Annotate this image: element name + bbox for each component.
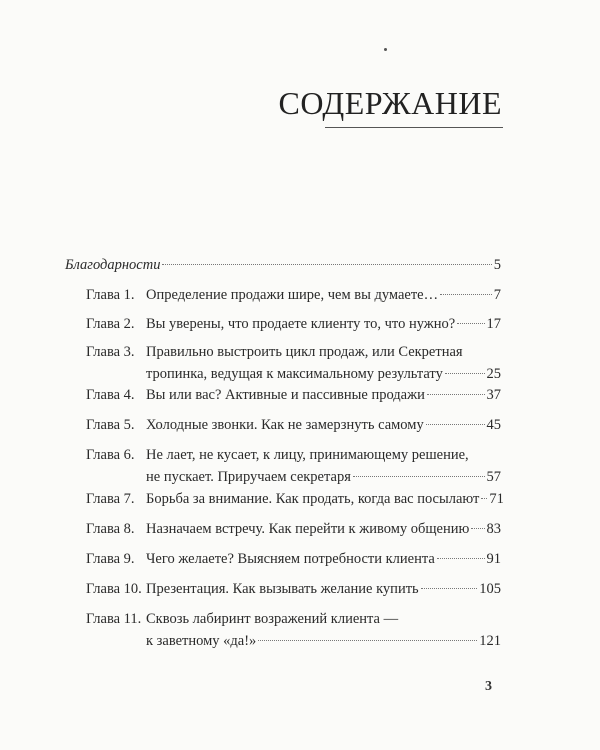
dot-leader xyxy=(421,588,478,589)
dot-leader xyxy=(481,498,487,499)
chapter-title-line: Назначаем встречу. Как перейти к живому общению xyxy=(146,521,470,537)
chapter-title xyxy=(146,445,501,489)
toc-entry-acknowledgements[interactable] xyxy=(65,255,501,275)
toc-entry-page: 37 xyxy=(486,387,501,403)
chapter-title xyxy=(146,549,501,569)
chapter-title xyxy=(146,415,501,435)
dot-leader xyxy=(426,424,485,425)
chapter-title-line: Не лает, не кусает, к лицу, принимающему решение, xyxy=(146,447,469,463)
chapter-title-line: Вы или вас? Активные и пассивные продажи xyxy=(146,387,425,403)
toc-entry-page: 5 xyxy=(493,257,501,273)
chapter-title xyxy=(146,285,501,305)
chapter-number: Глава 4. xyxy=(86,387,135,403)
title-underline xyxy=(325,127,503,128)
page-title: СОДЕРЖАНИЕ xyxy=(278,85,502,121)
chapter-number: Глава 9. xyxy=(86,551,135,567)
toc-entry-page: 7 xyxy=(493,287,501,303)
chapter-title xyxy=(146,579,501,599)
chapter-title-line: Чего желаете? Выясняем потребности клиента xyxy=(146,551,435,567)
chapter-title xyxy=(146,385,501,405)
chapter-title-line: Определение продажи шире, чем вы думаете… xyxy=(146,287,439,303)
dot-leader xyxy=(353,476,485,477)
toc-entry-page: 25 xyxy=(486,366,501,382)
chapter-title-line: к заветному «да!» xyxy=(146,633,257,649)
dot-leader xyxy=(258,640,477,641)
toc-entry-page: 17 xyxy=(486,316,501,332)
chapter-title-line: Сквозь лабиринт возражений клиента — xyxy=(146,611,399,627)
page-number: 3 xyxy=(485,679,492,694)
toc-entry-page: 57 xyxy=(486,469,501,485)
toc-entry-page: 105 xyxy=(479,581,501,597)
chapter-title xyxy=(146,314,501,334)
dot-leader xyxy=(445,373,485,374)
dot-leader xyxy=(437,558,485,559)
chapter-title-line: тропинка, ведущая к максимальному результату xyxy=(146,366,443,382)
chapter-number: Глава 6. xyxy=(86,447,135,463)
chapter-number: Глава 3. xyxy=(86,344,135,360)
chapter-title-line: Презентация. Как вызывать желание купить xyxy=(146,581,419,597)
chapter-number: Глава 2. xyxy=(86,316,135,332)
chapter-title-line: не пускает. Приручаем секретаря xyxy=(146,469,351,485)
dot-leader xyxy=(162,264,491,265)
chapter-title xyxy=(146,489,504,509)
toc-entry-page: 121 xyxy=(479,633,501,649)
toc-entry-page: 71 xyxy=(489,491,504,507)
toc-entry-page: 45 xyxy=(486,417,501,433)
chapter-number: Глава 10. xyxy=(86,581,142,597)
chapter-title-line: Холодные звонки. Как не замерзнуть самому xyxy=(146,417,424,433)
dot-leader xyxy=(440,294,492,295)
chapter-number: Глава 11. xyxy=(86,611,142,627)
dot-leader xyxy=(427,394,485,395)
toc-entry-page: 91 xyxy=(486,551,501,567)
chapter-title-line: Борьба за внимание. Как продать, когда вас посылают xyxy=(146,491,480,507)
dot-leader xyxy=(471,528,484,529)
chapter-title xyxy=(146,609,501,653)
chapter-number: Глава 8. xyxy=(86,521,135,537)
chapter-number: Глава 7. xyxy=(86,491,135,507)
dot-leader xyxy=(457,323,484,324)
ink-speck xyxy=(384,48,387,51)
chapter-number: Глава 1. xyxy=(86,287,135,303)
chapter-title-line: Правильно выстроить цикл продаж, или Секретная xyxy=(146,344,463,360)
toc-entry-page: 83 xyxy=(486,521,501,537)
chapter-title xyxy=(146,519,501,539)
chapter-title-line: Вы уверены, что продаете клиенту то, что нужно? xyxy=(146,316,456,332)
chapter-number: Глава 5. xyxy=(86,417,135,433)
toc-entry-label: Благодарности xyxy=(65,257,161,273)
chapter-title xyxy=(146,342,501,386)
